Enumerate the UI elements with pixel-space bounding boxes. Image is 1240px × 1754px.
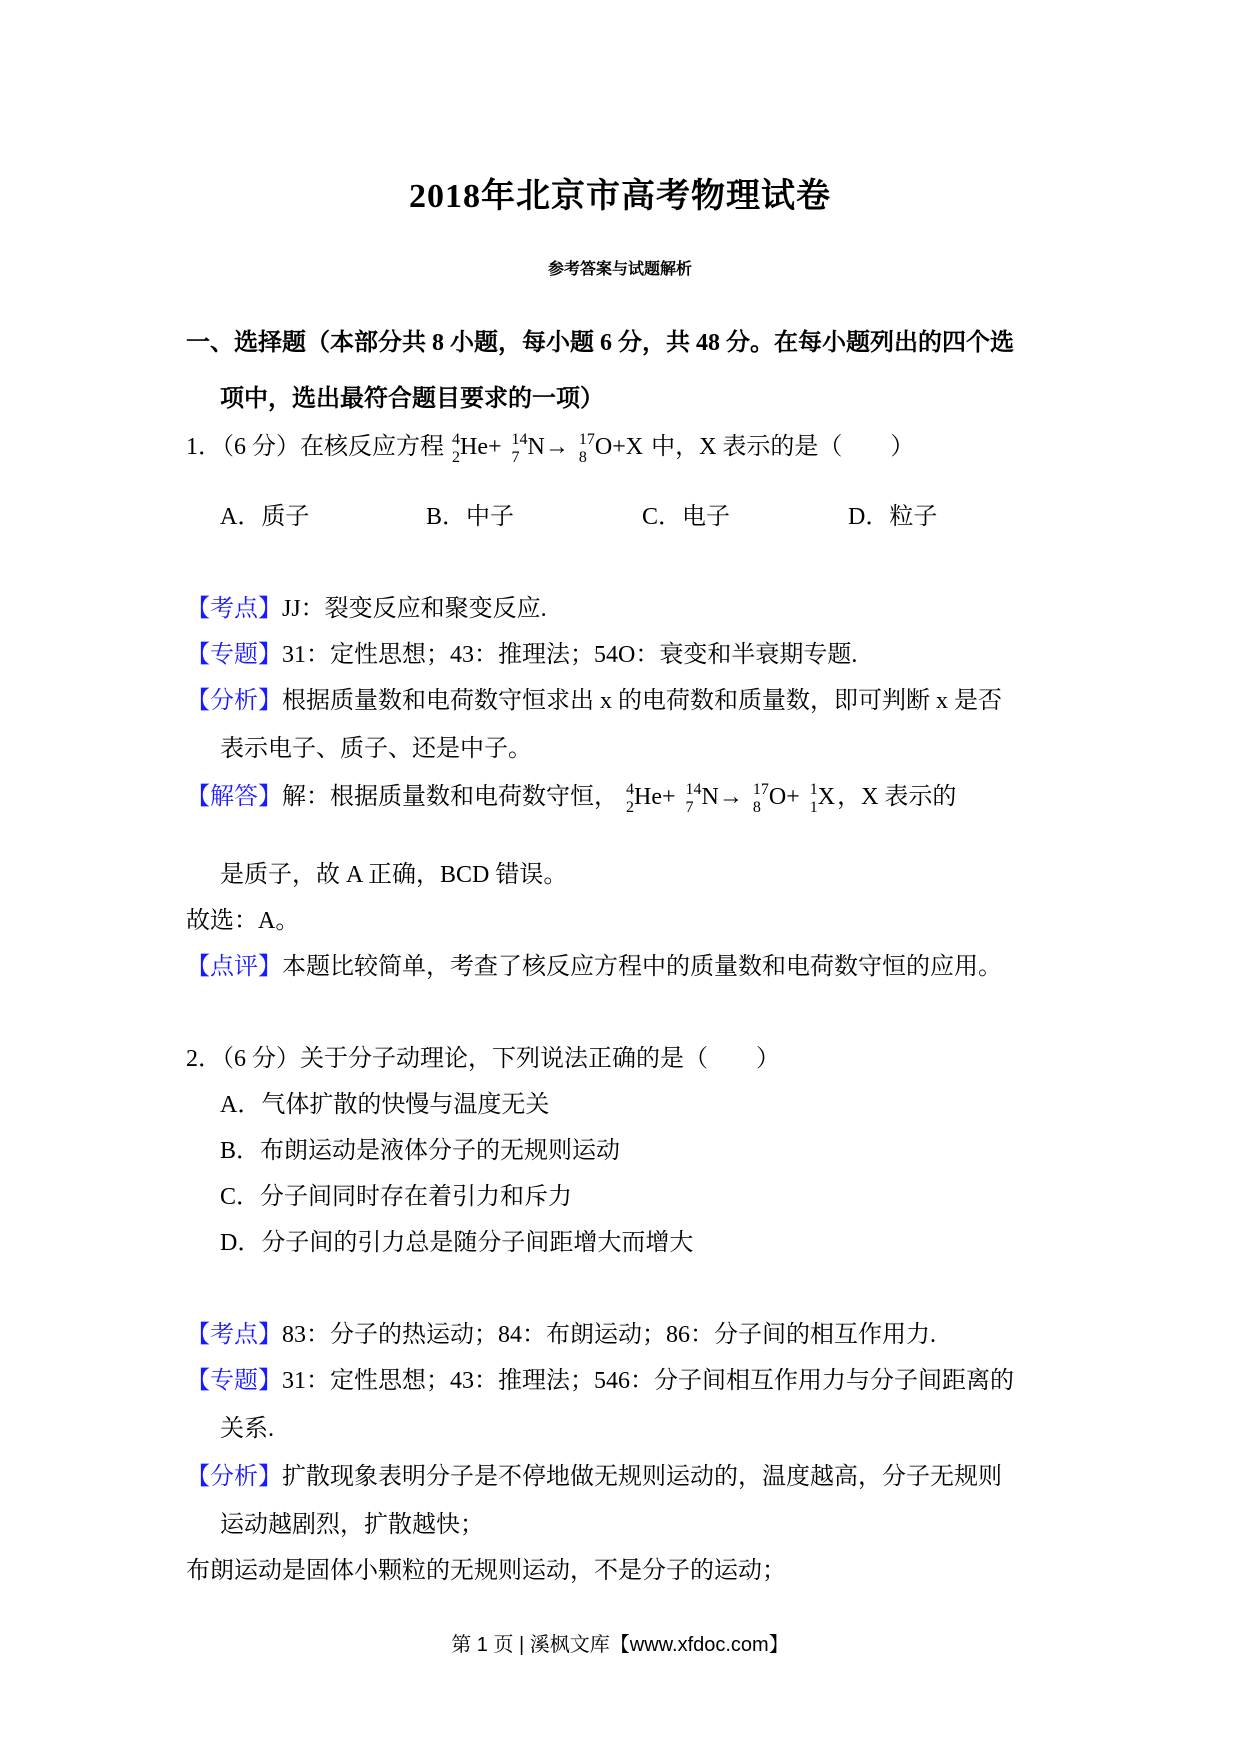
q1-answer: 故选：A。	[186, 908, 300, 934]
nuclide-x: 1 1 X	[809, 781, 836, 816]
q2-fenxi-line2: 运动越剧烈，扩散越快；	[220, 1512, 484, 1538]
tag-dianping: 【点评】	[186, 954, 282, 980]
q1-jieda: 【解答】解：根据质量数和电荷数守恒， 4 2 He+ 14 7 N→ 17 8 O+ 1 1 X，X 表示的	[186, 781, 957, 816]
nuclide-oxygen: 17 8 O+	[752, 781, 800, 816]
q1-zhuanti: 【专题】31：定性思想；43：推理法；54O：衰变和半衰期专题.	[186, 642, 858, 668]
q1-fenxi-line2: 表示电子、质子、还是中子。	[220, 736, 532, 762]
q2-option-b: B．布朗运动是液体分子的无规则运动	[220, 1138, 621, 1164]
tag-kaodian: 【考点】	[186, 1322, 282, 1348]
q1-stem-suffix: 中，X 表示的是（ ）	[651, 434, 915, 460]
q1-stem-prefix: 1．（6 分）在核反应方程	[186, 434, 444, 460]
q2-fenxi: 【分析】扩散现象表明分子是不停地做无规则运动的，温度越高，分子无规则	[186, 1464, 1002, 1490]
q1-stem	[186, 432, 1056, 466]
q1-kaodian: 【考点】JJ：裂变反应和聚变反应.	[186, 596, 547, 622]
tag-fenxi: 【分析】	[186, 1464, 282, 1490]
q1-option-a: A．质子	[220, 504, 310, 530]
nuclide-nitrogen: 14 7 N→	[685, 781, 743, 816]
tag-kaodian: 【考点】	[186, 596, 282, 622]
tag-zhuanti: 【专题】	[186, 1368, 282, 1394]
q1-jieda-line2: 是质子，故 A 正确，BCD 错误。	[220, 862, 568, 888]
page-subtitle: 参考答案与试题解析	[547, 261, 692, 278]
q2-stem: 2．（6 分）关于分子动理论，下列说法正确的是（ ）	[186, 1046, 780, 1072]
tag-jieda: 【解答】	[186, 784, 282, 810]
q2-option-c: C．分子间同时存在着引力和斥力	[220, 1184, 573, 1210]
nuclide-nitrogen: 14 7 N→	[511, 431, 569, 466]
q1-option-c: C．电子	[642, 504, 731, 530]
q2-option-d: D．分子间的引力总是随分子间距增大而增大	[220, 1230, 694, 1256]
nuclide-oxygen: 17 8 O+X	[578, 431, 644, 466]
tag-fenxi: 【分析】	[186, 688, 282, 714]
q2-option-a: A．气体扩散的快慢与温度无关	[220, 1092, 550, 1118]
nuclide-helium: 4 2 He+	[626, 781, 676, 816]
nuclide-helium: 4 2 He+	[452, 431, 502, 466]
section-heading-line1: 一、选择题（本部分共 8 小题，每小题 6 分，共 48 分。在每小题列出的四个选	[186, 330, 1014, 356]
q1-option-d: D．粒子	[848, 504, 938, 530]
q2-zhuanti: 【专题】31：定性思想；43：推理法；546：分子间相互作用力与分子间距离的	[186, 1368, 1014, 1394]
page-title: 2018年北京市高考物理试卷	[409, 178, 831, 215]
q2-kaodian: 【考点】83：分子的热运动；84：布朗运动；86：分子间的相互作用力.	[186, 1322, 936, 1348]
tag-zhuanti: 【专题】	[186, 642, 282, 668]
section-heading-line2: 项中，选出最符合题目要求的一项）	[220, 386, 604, 412]
page-footer: 第 1 页 | 溪枫文库【www.xfdoc.com】	[451, 1634, 789, 1656]
q2-zhuanti-line2: 关系.	[220, 1416, 274, 1442]
q1-fenxi: 【分析】根据质量数和电荷数守恒求出 x 的电荷数和质量数，即可判断 x 是否	[186, 688, 1002, 714]
q1-dianping: 【点评】本题比较简单，考查了核反应方程中的质量数和电荷数守恒的应用。	[186, 954, 1002, 980]
q2-fenxi-line3: 布朗运动是固体小颗粒的无规则运动，不是分子的运动；	[186, 1558, 786, 1584]
q1-option-b: B．中子	[426, 504, 515, 530]
